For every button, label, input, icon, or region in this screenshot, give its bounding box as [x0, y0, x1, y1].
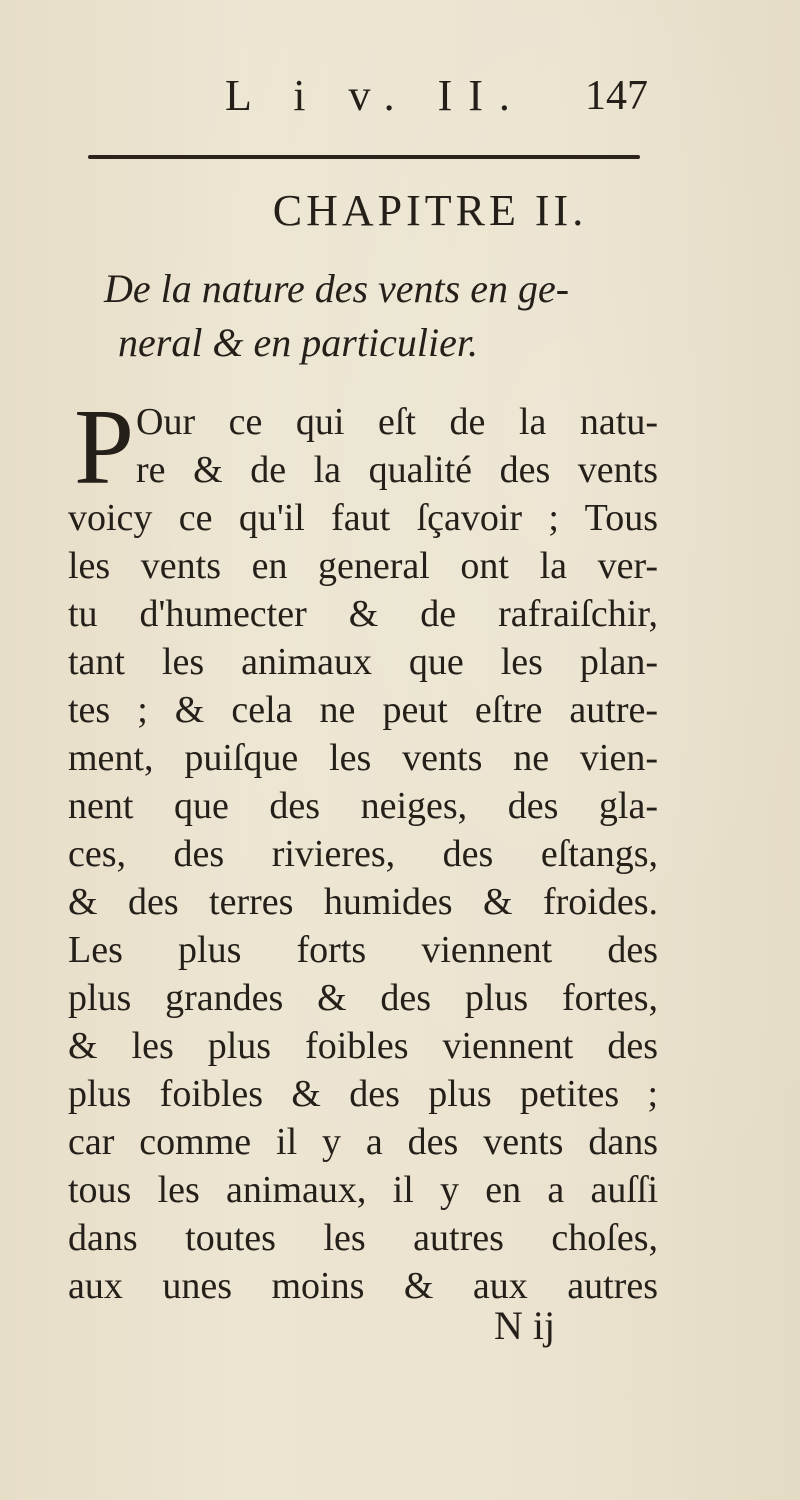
text-line: tant les animaux que les plan-	[68, 641, 658, 683]
body-text	[68, 388, 658, 1310]
text-line: tous les animaux, il y en a auſſi	[68, 1169, 658, 1211]
text-line: & les plus foibles viennent des	[68, 1025, 658, 1067]
subtitle-line: neral & en particulier.	[118, 320, 478, 365]
chapter-title: CHAPITRE II.	[272, 186, 588, 235]
text-line: & des terres humides & froides.	[68, 881, 658, 923]
drop-cap: P	[74, 388, 135, 507]
text-line: dans toutes les autres choſes,	[68, 1217, 658, 1259]
chapter-subtitle	[104, 262, 664, 370]
text-line: tu d'humecter & de rafraiſchir,	[68, 593, 658, 635]
text-line: nent que des neiges, des gla-	[68, 785, 658, 827]
text-line: tes ; & cela ne peut eſtre autre-	[68, 689, 658, 731]
text-line: re & de la qualité des vents	[136, 449, 658, 491]
page-header	[0, 70, 800, 130]
text-line: plus foibles & des plus petites ;	[68, 1073, 658, 1115]
catchword-signature: N ij	[494, 1303, 556, 1348]
text-line: car comme il y a des vents dans	[68, 1121, 658, 1163]
text-line: voicy ce qu'il faut ſçavoir ; Tous	[68, 497, 658, 539]
text-line: ment, puiſque les vents ne vien-	[68, 737, 658, 779]
text-line: ces, des rivieres, des eſtangs,	[68, 833, 658, 875]
text-line: les vents en general ont la ver-	[68, 545, 658, 587]
running-title: L i v. II.	[225, 71, 526, 120]
text-line: Les plus forts viennent des	[68, 929, 658, 971]
header-rule	[88, 155, 640, 159]
text-line: aux unes moins & aux autres	[68, 1265, 658, 1307]
subtitle-line: De la nature des vents en ge-	[104, 266, 570, 311]
text-line: Our ce qui eſt de la natu-	[136, 401, 658, 443]
page-number: 147	[585, 73, 648, 119]
text-line: plus grandes & des plus fortes,	[68, 977, 658, 1019]
